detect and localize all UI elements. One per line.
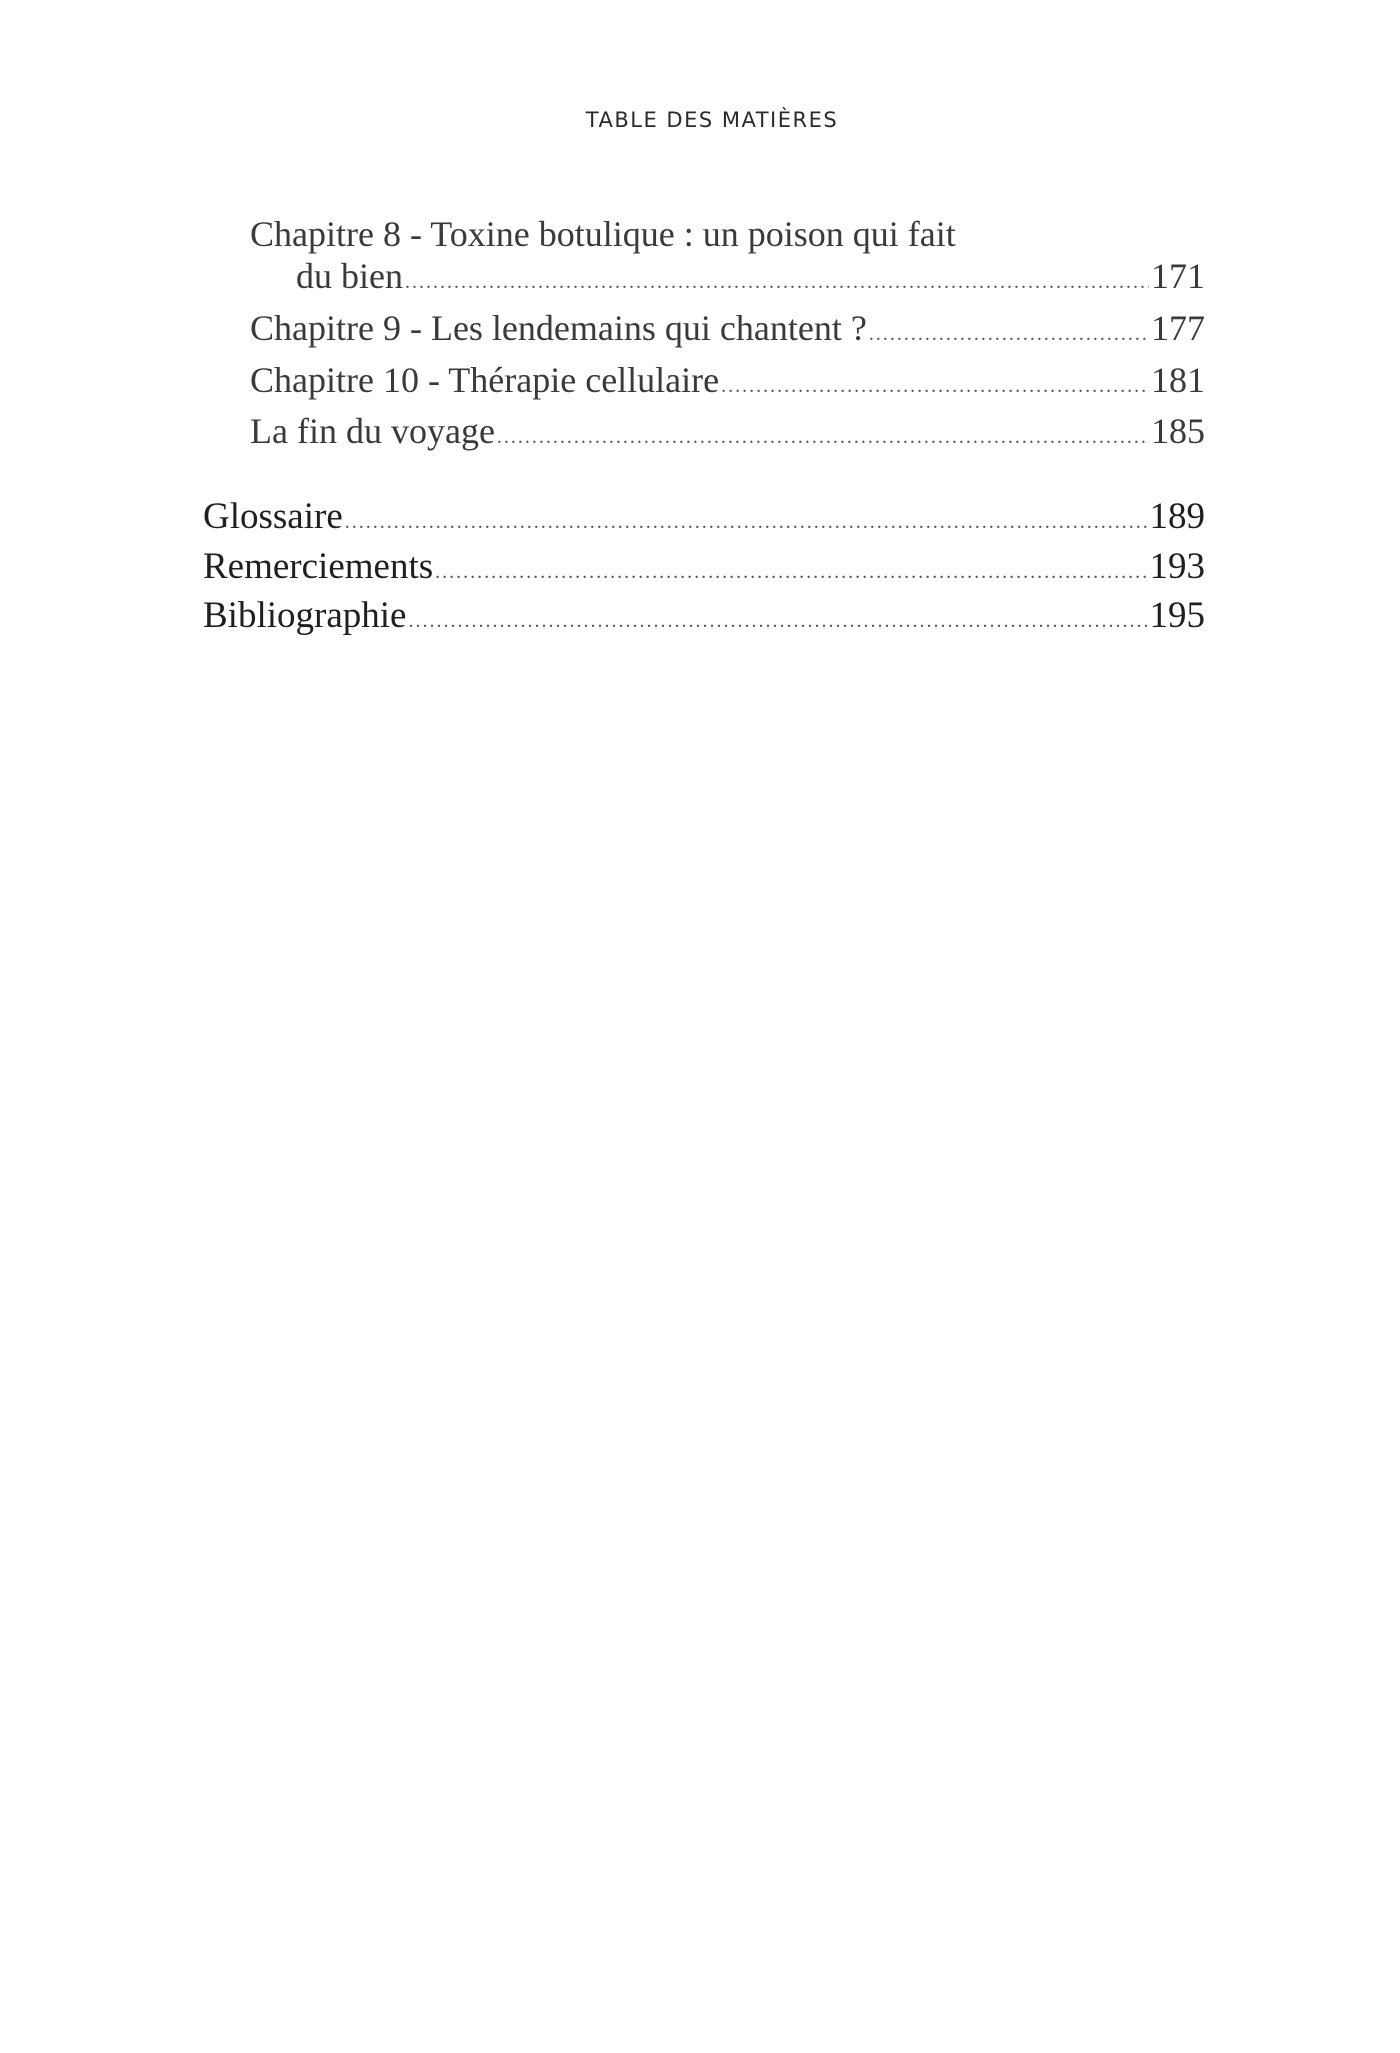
toc-page-number: 193 <box>1149 546 1205 587</box>
running-head: TABLE DES MATIÈRES <box>585 108 839 132</box>
toc-entry-label: La fin du voyage <box>250 411 495 451</box>
toc-entry-label: Chapitre 9 - Les lendemains qui chantent ? <box>250 308 867 348</box>
toc-entry-chapitre-10 <box>250 359 1205 401</box>
toc-entry-glossaire <box>203 495 1205 538</box>
dot-leader <box>435 561 1147 584</box>
toc-page-number: 189 <box>1149 496 1205 537</box>
toc-page-number: 185 <box>1151 411 1205 451</box>
toc-entry-chapitre-8 <box>296 255 1205 297</box>
dot-leader <box>345 511 1148 534</box>
toc-entry-label: Chapitre 10 - Thérapie cellulaire <box>250 360 720 400</box>
toc-entry-remerciements <box>203 545 1205 588</box>
toc-entry-label: Glossaire <box>203 496 343 537</box>
toc-entry-chapitre-9 <box>250 307 1205 349</box>
toc-page-number: 195 <box>1149 595 1205 636</box>
toc-entry-label: Bibliographie <box>203 595 407 636</box>
dot-leader <box>869 323 1149 346</box>
toc-page-number: 181 <box>1151 360 1205 400</box>
toc-entry-label: du bien <box>296 256 403 296</box>
toc-page-number: 171 <box>1151 256 1205 296</box>
dot-leader <box>497 426 1149 449</box>
toc-entry-chapitre-8-line1: Chapitre 8 - Toxine botulique : un poison qui fait <box>250 214 956 254</box>
dot-leader <box>405 271 1149 294</box>
toc-entry-la-fin-du-voyage <box>250 410 1205 452</box>
toc-entry-bibliographie <box>203 594 1205 637</box>
dot-leader <box>721 375 1149 398</box>
dot-leader <box>408 610 1147 633</box>
toc-page-number: 177 <box>1151 308 1205 348</box>
toc-entry-label: Remerciements <box>203 546 434 587</box>
